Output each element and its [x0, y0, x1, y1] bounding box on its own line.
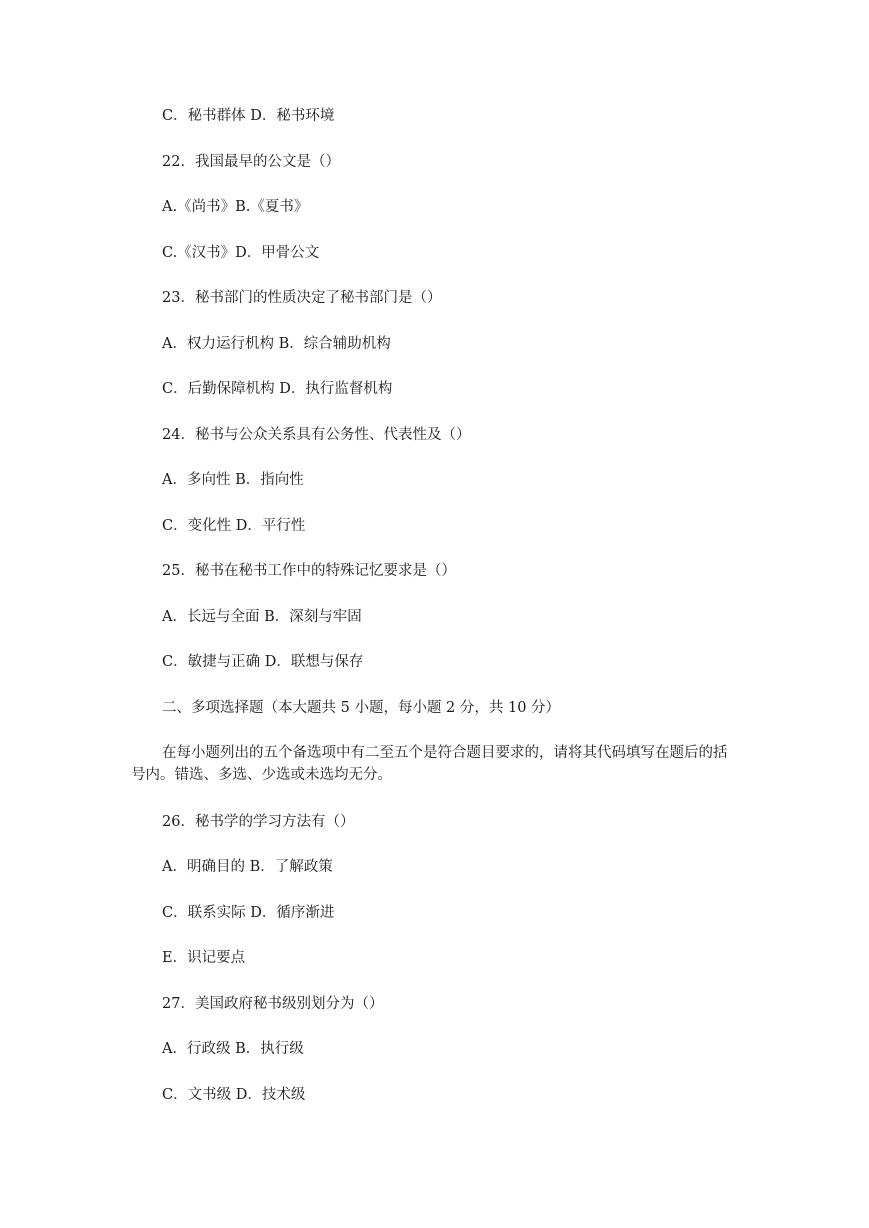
question-25: 25．秘书在秘书工作中的特殊记忆要求是（） [162, 563, 456, 579]
option-line: C．秘书群体 D．秘书环境 [162, 108, 335, 124]
section-heading: 二、多项选择题（本大题共 5 小题，每小题 2 分，共 10 分） [162, 700, 561, 716]
option-line: C.《汉书》D．甲骨公文 [162, 245, 320, 261]
question-23: 23．秘书部门的性质决定了秘书部门是（） [162, 290, 442, 306]
question-27: 27．美国政府秘书级别划分为（） [162, 996, 384, 1012]
section-instruction: 在每小题列出的五个备选项中有二至五个是符合题目要求的，请将其代码填写在题后的括号内。错选、多选、少选或未选均无分。 [131, 745, 728, 783]
question-24: 24．秘书与公众关系具有公务性、代表性及（） [162, 427, 471, 443]
option-line: A．明确目的 B．了解政策 [162, 859, 333, 875]
option-line: C．变化性 D．平行性 [162, 518, 306, 534]
option-line: C．文书级 D．技术级 [162, 1087, 306, 1103]
option-line: C．敏捷与正确 D．联想与保存 [162, 654, 364, 670]
option-line: A.《尚书》B.《夏书》 [162, 199, 309, 215]
question-26: 26．秘书学的学习方法有（） [162, 814, 355, 830]
option-line: A．长远与全面 B．深刻与牢固 [162, 609, 362, 625]
option-line: C．后勤保障机构 D．执行监督机构 [162, 381, 393, 397]
option-line: C．联系实际 D．循序渐进 [162, 905, 335, 921]
question-22: 22．我国最早的公文是（） [162, 154, 340, 170]
option-line: E．识记要点 [162, 950, 246, 966]
option-line: A．多向性 B．指向性 [162, 472, 304, 488]
option-line: A．权力运行机构 B．综合辅助机构 [162, 336, 391, 352]
option-line: A．行政级 B．执行级 [162, 1041, 304, 1057]
